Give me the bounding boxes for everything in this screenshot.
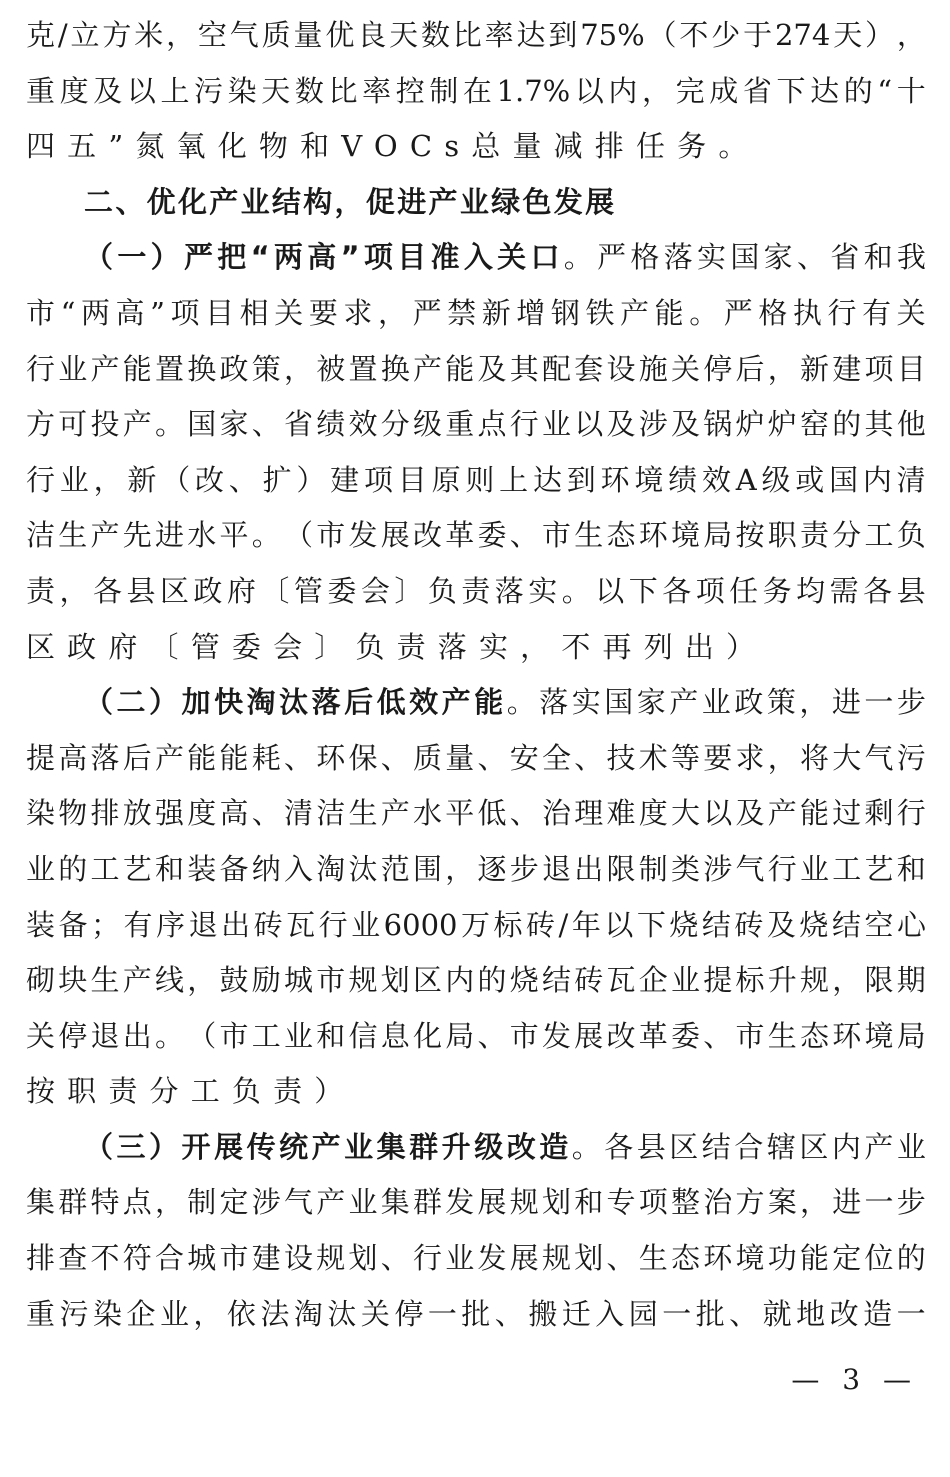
text-line: 四五”氮氧化物和VOCs总量减排任务。 bbox=[26, 129, 760, 164]
text-line: 行 业 ， 新 （ 改 、 扩 ） 建 项 目 原 则 上 达 到 环 境 绩 效 A 级 或 国 内 清 bbox=[26, 462, 926, 497]
text-line: 砌 块 生 产 线 ， 鼓 励 城 市 规 划 区 内 的 烧 结 砖 瓦 企 业 提 标 升 规 ， 限 期 bbox=[26, 963, 926, 998]
text-line: 克 / 立 方 米 ， 空 气 质 量 优 良 天 数 比 率 达 到 75% （ 不 少 于 274 天 ） ， bbox=[26, 18, 926, 52]
text-line: 重 污 染 企 业 ， 依 法 淘 汰 关 停 一 批 、 搬 迁 入 园 一 批 、 就 地 改 造 一 bbox=[26, 1296, 926, 1331]
text-line: 区政府〔管委会〕负责落实，不再列出） bbox=[26, 629, 768, 664]
text-line: 按职责分工负责） bbox=[26, 1074, 356, 1109]
text-line: 排 查 不 符 合 城 市 建 设 规 划 、 行 业 发 展 规 划 、 生 态 环 境 功 能 定 位 的 bbox=[26, 1241, 926, 1276]
document-body bbox=[26, 8, 926, 1342]
text-line: 集 群 特 点 ， 制 定 涉 气 产 业 集 群 发 展 规 划 和 专 项 整 治 方 案 ， 进 一 步 bbox=[26, 1185, 926, 1220]
text-line: 方 可 投 产 。 国 家 、 省 绩 效 分 级 重 点 行 业 以 及 涉 及 锅 炉 炉 窑 的 其 他 bbox=[26, 407, 926, 442]
text-line: 装 备 ； 有 序 退 出 砖 瓦 行 业 6000 万 标 砖 / 年 以 下 烧 结 砖 及 烧 结 空 心 bbox=[26, 907, 926, 942]
text-line: 市 “ 两 高 ” 项 目 相 关 要 求 ， 严 禁 新 增 钢 铁 产 能 。 严 格 执 行 有 关 bbox=[26, 295, 926, 330]
text-line: 重 度 及 以 上 污 染 天 数 比 率 控 制 在 1.7% 以 内 ， 完 成 省 下 达 的 “ 十 bbox=[26, 73, 926, 108]
text-line: 洁 生 产 先 进 水 平 。 （ 市 发 展 改 革 委 、 市 生 态 环 境 局 按 职 责 分 工 负 bbox=[26, 518, 926, 553]
text-line: （ 二 ） 加 快 淘 汰 落 后 低 效 产 能 。 落 实 国 家 产 业 政 策 ， 进 一 步 bbox=[84, 685, 926, 720]
text-line: 责 ， 各 县 区 政 府 〔 管 委 会 〕 负 责 落 实 。 以 下 各 项 任 务 均 需 各 县 bbox=[26, 573, 926, 608]
text-line: 业 的 工 艺 和 装 备 纳 入 淘 汰 范 围 ， 逐 步 退 出 限 制 类 涉 气 行 业 工 艺 和 bbox=[26, 851, 926, 886]
text-line: 染 物 排 放 强 度 高 、 清 洁 生 产 水 平 低 、 治 理 难 度 大 以 及 产 能 过 剩 行 bbox=[26, 796, 926, 831]
page-number: — 3 — bbox=[791, 1363, 918, 1396]
section-heading: 二、优化产业结构，促进产业绿色发展 bbox=[84, 184, 617, 219]
text-line: （ 三 ） 开 展 传 统 产 业 集 群 升 级 改 造 。 各 县 区 结 合 辖 区 内 产 业 bbox=[84, 1129, 926, 1164]
text-line: （ 一 ） 严 把 “ 两 高 ” 项 目 准 入 关 口 。 严 格 落 实 国 家 、 省 和 我 bbox=[84, 240, 926, 275]
text-line: 行 业 产 能 置 换 政 策 ， 被 置 换 产 能 及 其 配 套 设 施 关 停 后 ， 新 建 项 目 bbox=[26, 351, 926, 386]
text-line: 关 停 退 出 。 （ 市 工 业 和 信 息 化 局 、 市 发 展 改 革 委 、 市 生 态 环 境 局 bbox=[26, 1018, 926, 1053]
text-line: 提 高 落 后 产 能 能 耗 、 环 保 、 质 量 、 安 全 、 技 术 等 要 求 ， 将 大 气 污 bbox=[26, 740, 926, 775]
